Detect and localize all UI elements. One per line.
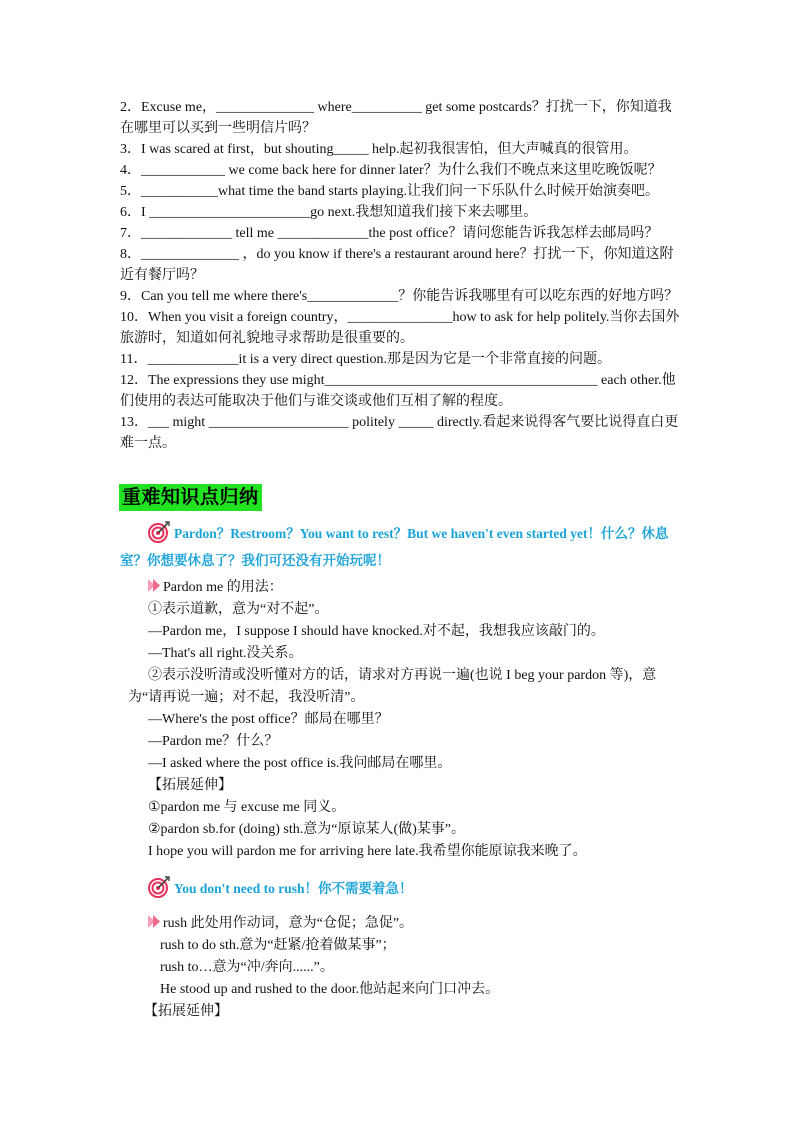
- exercise-item: 2．Excuse me，______________ where__________ get some postcards？打扰一下，你知道我在哪里可以买到一些明信片吗？: [120, 100, 672, 136]
- exercise-item: 11．_____________it is a very direct question.那是因为它是一个非常直接的问题。: [120, 352, 611, 367]
- extension-title: 【拓展延伸】: [144, 1004, 228, 1019]
- usage-meaning: rush to…意为“冲/奔向......”。: [160, 960, 334, 975]
- exercise-item: 12．The expressions they use might_______________________________________ each other.他们使用的表达可能取决于他们与谁交谈或他们互相了解的程度。: [120, 373, 676, 409]
- extension-item: ②pardon sb.for (doing) sth.意为“原谅某人(做)某事”。: [148, 822, 466, 837]
- exercise-list: [120, 97, 685, 454]
- example-line: I hope you will pardon me for arriving here late.我希望你能原谅我来晚了。: [148, 844, 587, 859]
- tip-pardon: [120, 520, 685, 574]
- rush-usage: [144, 913, 683, 1023]
- extension-title: 【拓展延伸】: [148, 778, 232, 793]
- usage-meaning: ②表示没听清或没听懂对方的话，请求对方再说一遍(也说 I beg your pardon 等)，意为“请再说一遍；对不起，我没听清”。: [128, 668, 657, 705]
- arrow-icon: [148, 578, 161, 591]
- exercise-item: 3．I was scared at first，but shouting_____ help.起初我很害怕，但大声喊真的很管用。: [120, 142, 638, 157]
- arrow-icon: [148, 914, 161, 927]
- tip-text: You don't need to rush！你不需要着急！: [174, 881, 413, 896]
- example-line: —I asked where the post office is.我问邮局在哪里。: [148, 756, 452, 771]
- section-heading: 重难知识点归纳: [119, 484, 262, 511]
- exercise-item: 13．___ might ____________________ politely _____ directly.看起来说得客气要比说得直白更难一点。: [120, 415, 679, 451]
- usage-intro: Pardon me 的用法：: [163, 580, 283, 595]
- tip-text: Pardon？Restroom？You want to rest？But we haven't even started yet！什么？休息室？你想要休息了？我们可还没有开始玩呢！: [120, 526, 669, 568]
- example-line: —Where's the post office？邮局在哪里？: [148, 712, 389, 727]
- example-line: He stood up and rushed to the door.他站起来向门口冲去。: [160, 982, 500, 997]
- target-icon: [148, 876, 170, 898]
- tip-rush: [148, 875, 413, 902]
- exercise-item: 6．I _______________________go next.我想知道我们接下来去哪里。: [120, 205, 538, 220]
- example-line: —Pardon me？什么？: [148, 734, 279, 749]
- exercise-item: 8．______________ ，do you know if there's a restaurant around here？打扰一下，你知道这附近有餐厅吗？: [120, 247, 674, 283]
- exercise-item: 5．___________what time the band starts playing.让我们问一下乐队什么时候开始演奏吧。: [120, 184, 659, 199]
- example-line: —Pardon me，I suppose I should have knocked.对不起，我想我应该敲门的。: [148, 624, 605, 639]
- target-icon: [148, 521, 170, 543]
- usage-intro: rush 此处用作动词，意为“仓促；急促”。: [163, 916, 414, 931]
- usage-meaning: ①表示道歉，意为“对不起”。: [148, 602, 329, 617]
- usage-meaning: rush to do sth.意为“赶紧/抢着做某事”；: [160, 938, 396, 953]
- extension-item: ①pardon me 与 excuse me 同义。: [148, 800, 346, 815]
- pardon-usage: [128, 577, 683, 863]
- exercise-item: 7．_____________ tell me _____________the post office？请问您能告诉我怎样去邮局吗？: [120, 226, 659, 241]
- exercise-item: 9．Can you tell me where there's_____________？你能告诉我哪里有可以吃东西的好地方吗？: [120, 289, 679, 304]
- exercise-item: 10．When you visit a foreign country，_______________how to ask for help politely.当你去国外旅游时，知道如何礼貌地寻求帮助是很重要的。: [120, 310, 680, 346]
- exercise-item: 4．____________ we come back here for dinner later？为什么我们不晚点来这里吃晚饭呢？: [120, 163, 662, 178]
- example-line: —That's all right.没关系。: [148, 646, 303, 661]
